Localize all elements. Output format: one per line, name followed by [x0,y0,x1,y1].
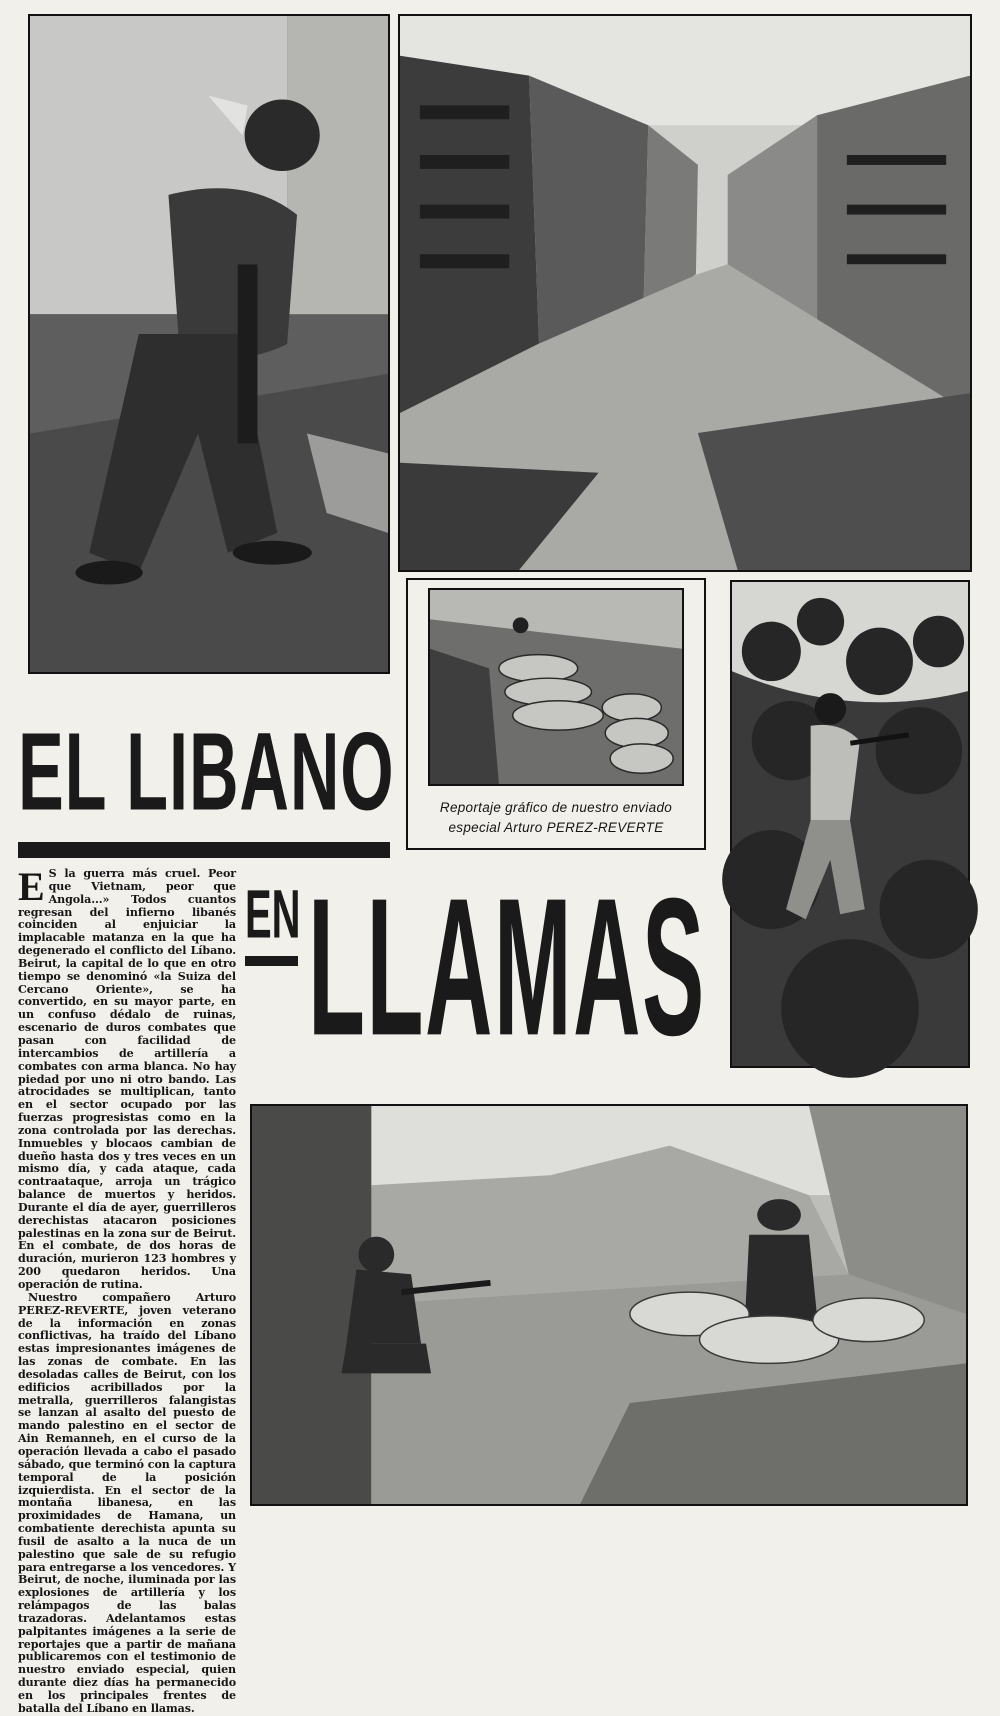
title-rule [18,842,390,858]
photo-soldier-at-doorway [28,14,390,674]
photo-ruined-street [398,14,972,572]
connector-rule [245,956,298,966]
headline-connector: EN [245,876,301,953]
drop-cap: E [18,864,45,909]
article-body [18,864,236,1715]
photo-gunners-by-wall [250,1104,968,1506]
article-paragraph-2: Nuestro compañero Arturo PEREZ-REVERTE, joven veterano de la información en zonas conflictivas, ha traído del Líbano estas impresionantes imágenes de las zonas de combate. En las desoladas calles de Beirut, con los edificios acribillados por la metralla, guerrilleros falangistas se lanzan al asalto del puesto de mando palestino en el sector de Ain Remanneh, en el curso de la operación llevada a cabo el pasado sábado, que terminó con la captura temporal de la posición izquierdista. En el sector de la montaña libanesa, en las proximidades de Hamana, un combatiente derechista apunta su fusil de asalto a la nuca de un palestino que sale de su refugio para entregarse a los vencedores. Y Beirut, de noche, iluminada por las explosiones de artillería y los relámpagos de las balas trazadoras. Adelantamos estas palpitantes imágenes a la serie de reportajes que a partir de mañana publicaremos con el testimonio de nuestro enviado especial, quien durante diez días ha permanecido en los principales frentes de batalla del Líbano en llamas. [18,1290,236,1715]
article-paragraph-1-text: S la guerra más cruel. Peor que Vietnam, peor que Angola...» Todos cuantos regresan del infierno libanés coinciden al enjuiciar la implacable matanza en la que ha degenerado el conflicto del Líbano. Beirut, la capital de lo que en otro tiempo se denominó «la Suiza del Cercano Oriente», se ha convertido, en su mayor parte, en un confuso dédalo de ruinas, escenario de duros combates que pasan con facilidad de intercambios de artillería a combates con arma blanca. No hay piedad por uno ni otro bando. Las atrocidades se multiplican, tanto en el sector ocupado por las fuerzas progresistas como en la zona controlada por las derechas. Inmuebles y blocaos cambian de dueño hasta dos y tres veces en un mismo día, y cada ataque, cada contraataque, arroja un trágico balance de muertos y heridos. Durante el día de ayer, guerrilleros derechistas atacaron posiciones palestinas en la zona sur de Beirut. En el combate, de dos horas de duración, murieron 123 hombres y 200 quedaron heridos. Una operación de rutina. [18,867,236,1291]
photo-caption [408,798,704,838]
caption-line-1: Reportaje gráfico de nuestro enviado [439,800,673,815]
photo-sandbag-trench [428,588,684,786]
caption-line-2: especial Arturo PEREZ-REVERTE [448,820,664,835]
headline-line-1: EL LIBANO [18,708,395,834]
article-paragraph-1 [18,864,236,1292]
headline-line-2: LLAMAS [308,858,706,1078]
photo-fighter-in-brush [730,580,970,1068]
